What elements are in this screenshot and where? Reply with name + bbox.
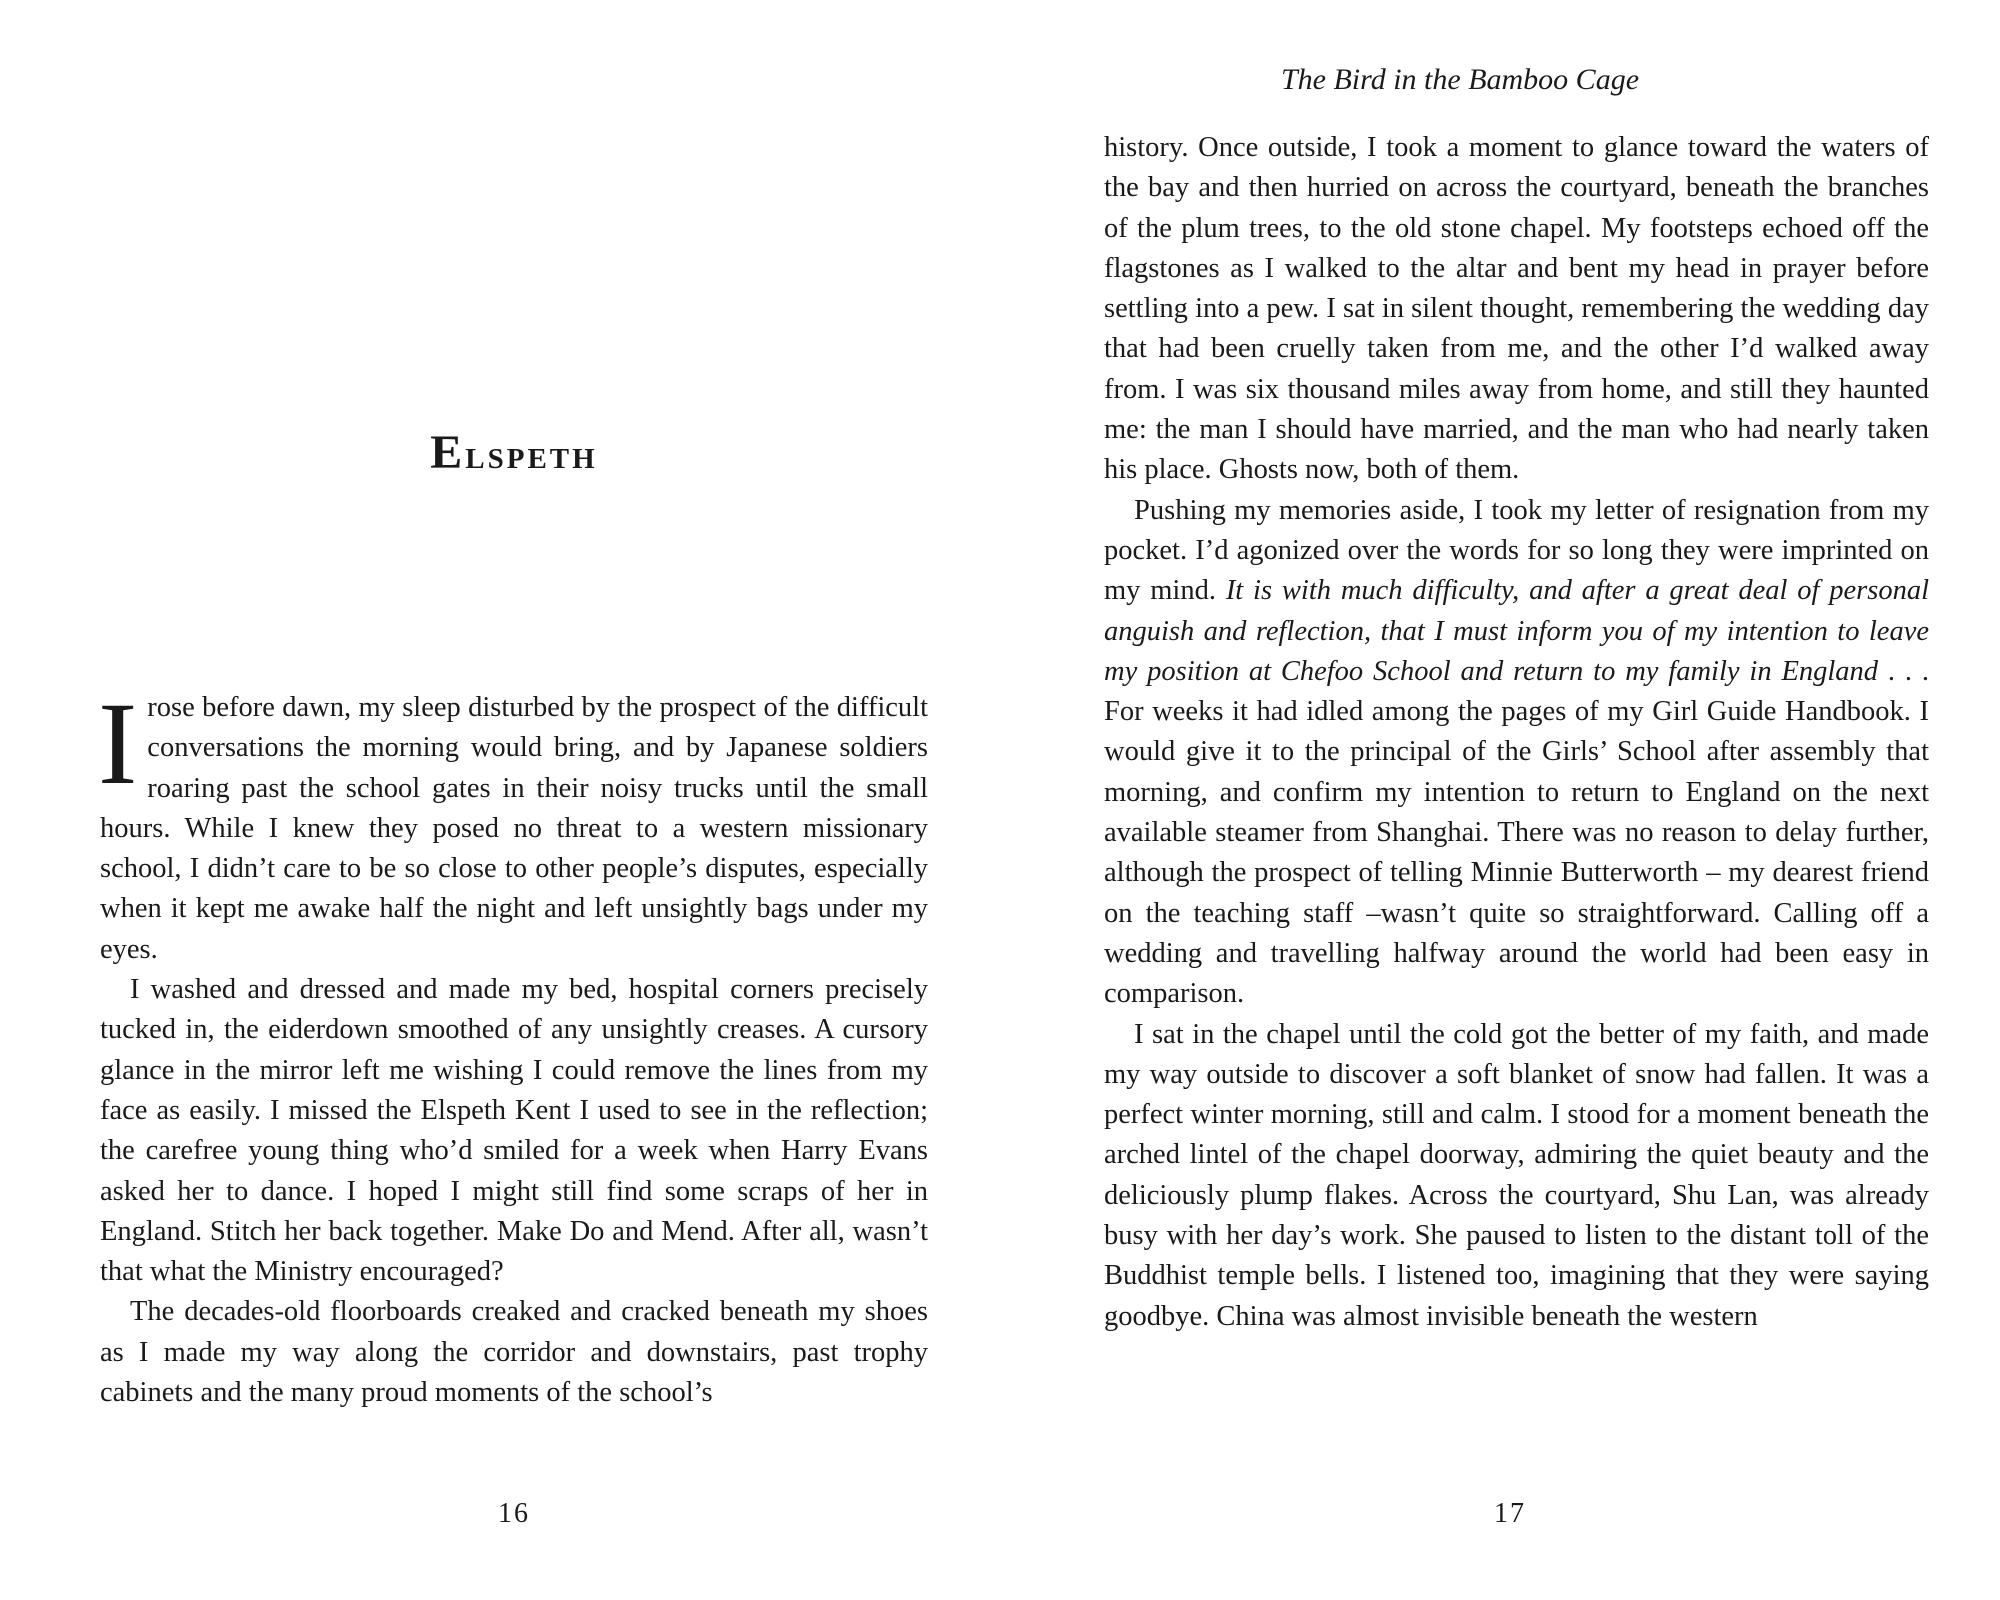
paragraph: I washed and dressed and made my bed, hospital corners precisely tucked in, the eiderdown smoothed of any unsightly creases. A cursory glance in the mirror left me wishing I could remove the lines from my face as easily. I missed the Elspeth Kent I used to see in the reflection; the carefree young thing who’d smiled for a week when Harry Evans asked her to dance. I hoped I might still find some scraps of her in England. Stitch her back together. Make Do and Mend. After all, wasn’t that what the Ministry encouraged? — [100, 974, 928, 1288]
drop-cap: I — [98, 678, 138, 809]
chapter-title — [100, 426, 928, 482]
paragraph-opening-text: rose before dawn, my sleep disturbed by the prospect of the difficult conversations the morning would bring, and by Japanese soldiers roaring past the school gates in their noisy trucks until the small hours. While I knew they posed no threat to a western missionary school, I didn’t care to be so close to other people’s disputes, especially when it kept me awake half the night and left unsightly bags under my eyes. — [100, 692, 928, 965]
left-page-body — [98, 678, 928, 1413]
paragraph — [1104, 491, 1929, 1015]
page-number-left: 16 — [498, 1498, 530, 1529]
chapter-title-rest: lspeth — [465, 432, 598, 479]
right-page — [1000, 0, 2000, 1600]
running-head: The Bird in the Bamboo Cage — [1280, 63, 1640, 96]
paragraph-text: Pushing my memories aside, I took my letter of resignation from my pocket. I’d agonized over the words for so long they were imprinted on my mind. — [1104, 494, 1929, 607]
paragraph: The decades-old floorboards creaked and cracked beneath my shoes as I made my way along the corridor and downstairs, past trophy cabinets and the many proud moments of the school’s — [100, 1296, 928, 1409]
paragraph-opening — [98, 678, 928, 970]
page-number-right: 17 — [1494, 1498, 1526, 1529]
right-page-body — [1104, 128, 1929, 1337]
paragraph-text: . . . For weeks it had idled among the pages of my Girl Guide Handbook. I would give it to the principal of the Girls’ School after assembly that morning, and confirm my intention to return to England on the next available steamer from Shanghai. There was no reason to delay further, although the prospect of telling Minnie Butterworth – my dearest friend on the teaching staff –wasn’t quite so straightforward. Calling off a wedding and travelling halfway around the world had been easy in comparison. — [1104, 655, 1930, 1010]
chapter-title-initial: E — [430, 426, 466, 480]
paragraph-continued: history. Once outside, I took a moment to glance toward the waters of the bay and then hurried on across the courtyard, beneath the branches of the plum trees, to the old stone chapel. My footsteps echoed off the flagstones as I walked to the altar and bent my head in prayer before settling into a pew. I sat in silent thought, remembering the wedding day that had been cruelly taken from me, and the other I’d walked away from. I was six thousand miles away from home, and still they haunted me: the man I should have married, and the man who had nearly taken his place. Ghosts now, both of them. — [1104, 132, 1929, 486]
paragraph: I sat in the chapel until the cold got the better of my faith, and made my way outside to discover a soft blanket of snow had fallen. It was a perfect winter morning, still and calm. I stood for a moment beneath the arched lintel of the chapel doorway, admiring the quiet beauty and the deliciously plump flakes. Across the courtyard, Shu Lan, was already busy with her day’s work. She paused to listen to the distant toll of the Buddhist temple bells. I listened too, imagining that they were saying goodbye. China was almost invisible beneath the western — [1104, 1018, 1929, 1332]
letter-quote: It is with much difficulty, and after a great deal of personal anguish and reflection, that I must inform you of my intention to leave my position at Chefoo School and return to my family in England — [1104, 575, 1929, 687]
